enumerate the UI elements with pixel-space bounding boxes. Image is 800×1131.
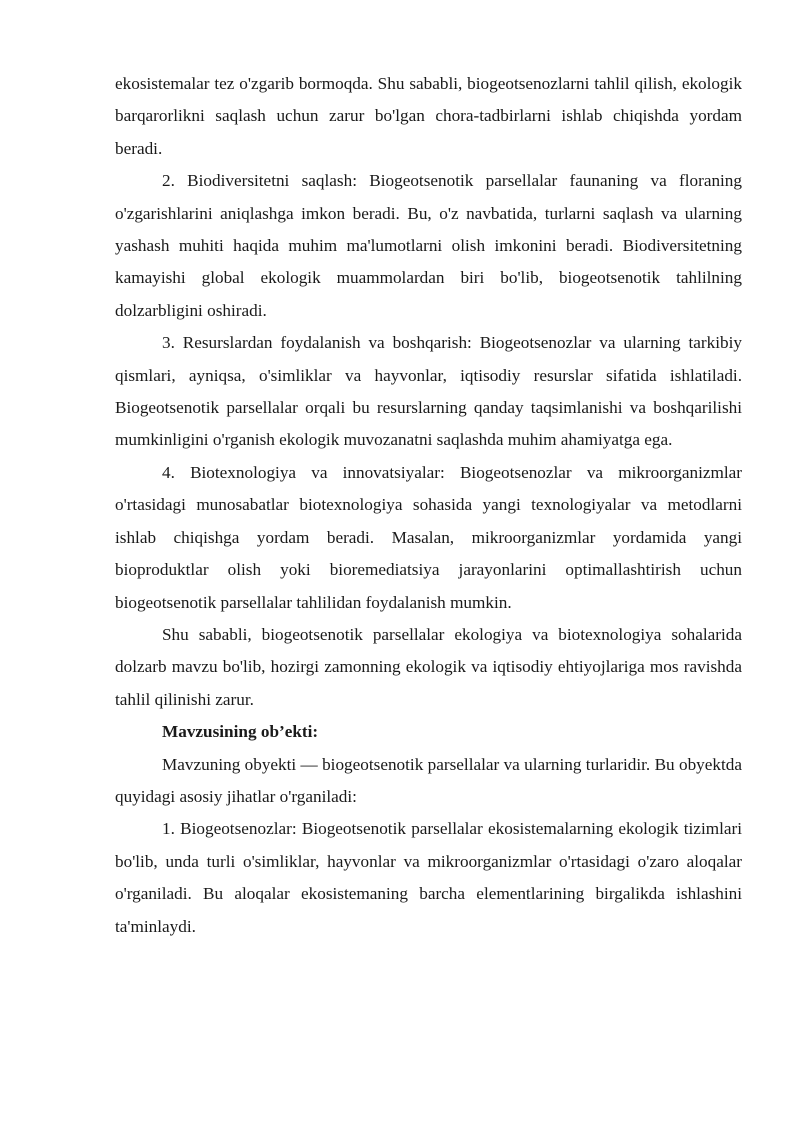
paragraph-resources: 3. Resurslardan foydalanish va boshqarish: Biogeotsenozlar va ularning tarkibiy qismlari, ayniqsa, o'simliklar va hayvonlar, iqtisodiy resurslar sifatida ishlatiladi. Biogeotsenotik parsellalar orqali bu resurslarning qanday taqsimlanishi va boshqarilishi mumkinligini o'rganish ekologik muvozanatni saqlashda muhim ahamiyatga ega. [115,333,742,450]
paragraph-object: Mavzuning obyekti — biogeotsenotik parsellalar va ularning turlaridir. Bu obyektda quyidagi asosiy jihatlar o'rganiladi: [115,754,742,806]
paragraph-biotechnology: 4. Biotexnologiya va innovatsiyalar: Biogeotsenozlar va mikroorganizmlar o'rtasidagi munosabatlar biotexnologiya sohasida yangi texnologiyalar va metodlarni ishlab chiqishga yordam beradi. Masalan, mikroorganizmlar yordamida yangi bioproduktlar olish yoki bioremediatsiya jarayonlarini optimallashtirish uchun biogeotsenotik parsellalar tahlilidan foydalanish mumkin. [115,462,742,612]
paragraph-conclusion: Shu sababli, biogeotsenotik parsellalar ekologiya va biotexnologiya sohalarida dolzarb mavzu bo'lib, hozirgi zamonning ekologik va iqtisodiy ehtiyojlariga mos ravishda tahlil qilinishi zarur. [115,624,742,709]
document-body [115,68,742,943]
paragraph-biogeocenoses: 1. Biogeotsenozlar: Biogeotsenotik parsellalar ekosistemalarning ekologik tizimlari bo'lib, unda turli o'simliklar, hayvonlar va mikroorganizmlar o'rtasidagi o'zaro aloqalar o'rganiladi. Bu aloqalar ekosistemaning barcha elementlarining birgalikda ishlashini ta'minlaydi. [115,819,742,936]
section-heading: Mavzusining ob’ekti: [162,722,319,742]
paragraph-continuation: ekosistemalar tez o'zgarib bormoqda. Shu sababli, biogeotsenozlarni tahlil qilish, ekologik barqarorlikni saqlash uchun zarur bo'lgan chora-tadbirlarni ishlab chiqishda yordam beradi. [115,74,742,158]
paragraph-biodiversity: 2. Biodiversitetni saqlash: Biogeotsenotik parsellalar faunaning va floraning o'zgarishlarini aniqlashga imkon beradi. Bu, o'z navbatida, turlarni saqlash va ularning yashash muhiti haqida muhim ma'lumotlarni olish imkonini beradi. Biodiversitetning kamayishi global ekologik muammolardan biri bo'lib, biogeotsenotik tahlilning dolzarbligini oshiradi. [115,171,742,320]
